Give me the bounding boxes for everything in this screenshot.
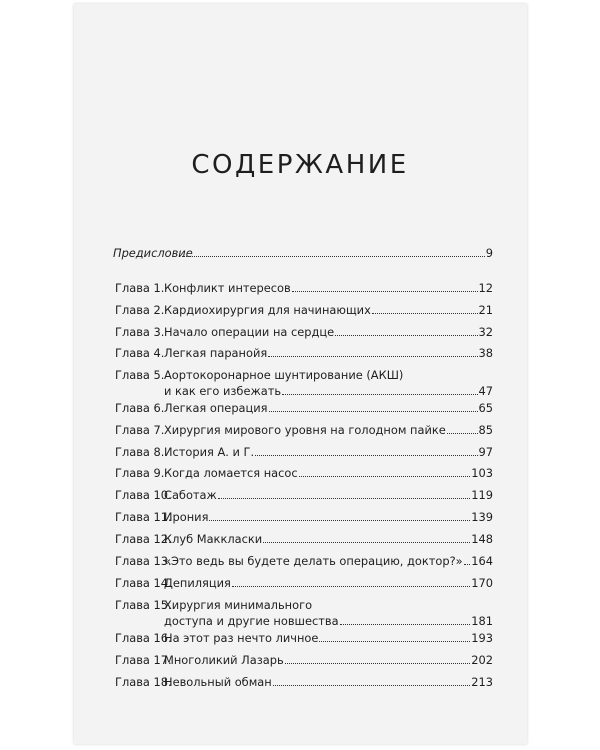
chapter-label: Глава 17. <box>115 653 172 667</box>
chapter-title: Когда ломается насос <box>164 466 298 480</box>
page-number: 85 <box>478 423 493 437</box>
chapter-title: Саботаж <box>164 488 217 502</box>
chapter-label: Глава 3. <box>115 325 165 339</box>
chapter-label: Глава 6. <box>115 401 165 415</box>
chapter-title: Хирургия мирового уровня на голодном пайке <box>164 423 446 437</box>
chapter-label: Глава 9. <box>115 466 165 480</box>
chapter-title: Конфликт интересов <box>164 281 291 295</box>
dot-leader <box>285 663 471 664</box>
dot-leader <box>292 291 478 292</box>
chapter-label: Глава 2. <box>115 303 165 317</box>
page-number: 139 <box>471 510 493 524</box>
dot-leader <box>299 476 471 477</box>
chapter-label: Глава 4. <box>115 346 165 360</box>
chapter-label: Глава 10. <box>115 488 172 502</box>
chapter-title: Клуб Макклаcки <box>164 532 263 546</box>
page-number: 21 <box>478 303 493 317</box>
page-number: 170 <box>471 576 493 590</box>
chapter-title: Невольный обман <box>164 675 272 689</box>
dot-leader <box>263 542 470 543</box>
dot-leader <box>340 624 471 625</box>
dot-leader <box>319 641 470 642</box>
page-number: 103 <box>471 466 493 480</box>
page-number: 47 <box>478 384 493 398</box>
chapter-title: Хирургия минимального <box>164 598 313 612</box>
page-number: 32 <box>478 325 493 339</box>
chapter-label: Глава 13. <box>115 554 172 568</box>
dot-leader <box>268 356 477 357</box>
chapter-label: Глава 11. <box>115 510 172 524</box>
chapter-title: Кардиохирургия для начинающих <box>164 303 371 317</box>
page-number: 9 <box>485 246 493 260</box>
dot-leader <box>182 256 485 257</box>
chapter-title: На этот раз нечто личное <box>164 631 319 645</box>
dot-leader <box>464 564 471 565</box>
chapter-title: «Это ведь вы будете делать операцию, доктор?» <box>164 554 463 568</box>
dot-leader <box>282 394 477 395</box>
dot-leader <box>232 586 470 587</box>
chapter-label: Глава 16. <box>115 631 172 645</box>
dot-leader <box>255 455 477 456</box>
chapter-label: Глава 18. <box>115 675 172 689</box>
page-number: 97 <box>478 445 493 459</box>
chapter-label: Глава 12. <box>115 532 172 546</box>
dot-leader <box>447 433 478 434</box>
page-number: 213 <box>471 675 493 689</box>
chapter-title: Ирония <box>164 510 209 524</box>
chapter-title: Легкая операция <box>164 401 268 415</box>
chapter-title: Многоликий Лазарь <box>164 653 284 667</box>
chapter-label: Глава 5. <box>115 368 165 382</box>
dot-leader <box>269 411 478 412</box>
page-number: 193 <box>471 631 493 645</box>
page-number: 181 <box>471 614 493 628</box>
chapter-title: Депиляция <box>164 576 231 590</box>
page-number: 38 <box>478 346 493 360</box>
chapter-title: и как его избежать <box>164 384 282 398</box>
chapter-label: Глава 15. <box>115 598 172 612</box>
dot-leader <box>372 313 478 314</box>
chapter-title: Начало операции на сердце <box>164 325 335 339</box>
dot-leader <box>273 685 471 686</box>
chapter-title: доступа и другие новшества <box>164 614 339 628</box>
dot-leader <box>218 498 470 499</box>
chapter-title: Аортокоронарное шунтирование (АКШ) <box>164 368 404 382</box>
chapter-label: Глава 7. <box>115 423 165 437</box>
dot-leader <box>335 335 477 336</box>
chapter-label: Глава 14. <box>115 576 172 590</box>
dot-leader <box>209 520 470 521</box>
chapter-label: Глава 8. <box>115 445 165 459</box>
chapter-title: Легкая паранойя <box>164 346 268 360</box>
chapter-label: Глава 1. <box>115 281 165 295</box>
preface-title: Предисловие <box>113 246 193 260</box>
page-number: 202 <box>471 653 493 667</box>
page-number: 148 <box>471 532 493 546</box>
page-number: 119 <box>471 488 493 502</box>
page-number: 12 <box>478 281 493 295</box>
page-title: СОДЕРЖАНИЕ <box>191 150 409 180</box>
page-number: 65 <box>478 401 493 415</box>
chapter-title: История А. и Г. <box>164 445 255 459</box>
page-number: 164 <box>471 554 493 568</box>
